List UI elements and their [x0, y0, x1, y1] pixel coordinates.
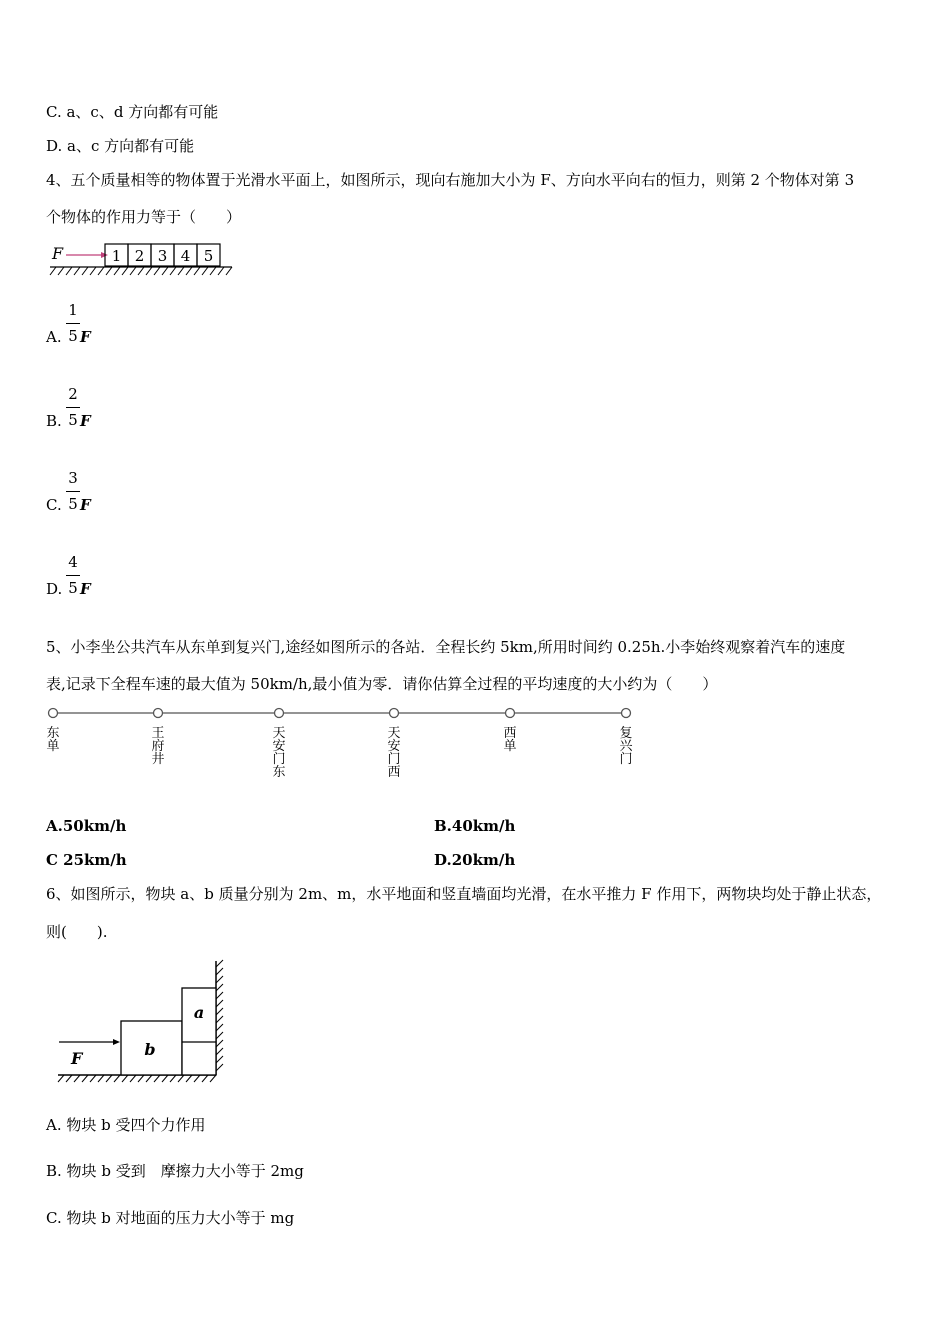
q5-stem-line1: 5、小李坐公共汽车从东单到复兴门,途经如图所示的各站．全程长约 5km,所用时间约 0.25h.小李始终观察着汽车的速度 — [46, 638, 846, 656]
q4-option-d-numerator: 4 — [68, 553, 78, 571]
q4-option-a-var: F — [80, 328, 91, 346]
q6-stem-line1: 6、如图所示，物块 a、b 质量分别为 2m、m，水平地面和竖直墙面均光滑，在水平推力 F 作用下，两物块均处于静止状态， — [46, 885, 882, 903]
q6-block-b-label: b — [144, 1040, 156, 1059]
q4-option-b-numerator: 2 — [68, 385, 78, 403]
q4-option-b-denominator: 5 — [68, 411, 78, 429]
q5-station-4: 天安门西 — [387, 726, 401, 780]
q5-station-dot-2 — [154, 709, 163, 718]
q4-option-d-fraction-bar — [66, 575, 80, 576]
q4-option-b-fraction-bar — [66, 407, 80, 408]
q5-option-b: B.40km/h — [434, 817, 516, 835]
q6-force-label: F — [71, 1049, 83, 1068]
q4-option-c-denominator: 5 — [68, 495, 78, 513]
q6-block-a-label: a — [193, 1003, 205, 1022]
q5-station-dot-4 — [390, 709, 399, 718]
q4-ground-hatch — [50, 267, 232, 275]
q5-station-2: 王府井 — [151, 726, 165, 767]
q5-station-3: 天安门东 — [272, 726, 286, 780]
q4-option-b-label: B. — [46, 412, 62, 430]
q6-force-arrowhead — [113, 1039, 120, 1045]
q4-option-d-var: F — [80, 580, 91, 598]
q4-block-5-label: 5 — [203, 247, 214, 265]
q4-option-d-label: D. — [46, 580, 63, 598]
q4-block-2-label: 2 — [134, 247, 145, 265]
q4-option-c-numerator: 3 — [68, 469, 78, 487]
q3-option-d: D. a、c 方向都有可能 — [46, 137, 195, 155]
q6-option-c: C. 物块 b 对地面的压力大小等于 mg — [46, 1209, 295, 1227]
q4-option-a-fraction — [66, 300, 80, 346]
q5-option-a: A.50km/h — [46, 817, 127, 835]
q4-option-c-fraction — [66, 468, 80, 514]
q6-figure — [50, 955, 240, 1095]
q6-option-b: B. 物块 b 受到 摩擦力大小等于 2mg — [46, 1162, 304, 1180]
q4-stem-line2: 个物体的作用力等于（ ） — [46, 208, 242, 226]
q4-option-c-fraction-bar — [66, 491, 80, 492]
q4-option-d-fraction — [66, 552, 80, 598]
q4-option-c-label: C. — [46, 496, 62, 514]
q4-option-c-var: F — [80, 496, 91, 514]
q4-block-1-label: 1 — [111, 247, 122, 265]
q5-station-dot-5 — [506, 709, 515, 718]
q4-block-4-label: 4 — [180, 247, 191, 265]
q6-option-a: A. 物块 b 受四个力作用 — [46, 1116, 206, 1134]
q6-block-a — [182, 988, 216, 1075]
q4-option-a-denominator: 5 — [68, 327, 78, 345]
q4-option-b-fraction — [66, 384, 80, 430]
q6-ground-hatch — [58, 1075, 216, 1082]
q5-station-dot-3 — [275, 709, 284, 718]
q5-station-6: 复兴门 — [619, 726, 633, 767]
q5-stem-line2: 表,记录下全程车速的最大值为 50km/h,最小值为零．请你估算全过程的平均速度的大小约为（ ） — [46, 675, 718, 693]
q4-stem-line1: 4、五个质量相等的物体置于光滑水平面上，如图所示，现向右施加大小为 F、方向水平向右的恒力，则第 2 个物体对第 3 — [46, 171, 855, 189]
q6-stem-line2: 则( ). — [46, 923, 108, 941]
q5-station-1: 东单 — [46, 726, 60, 754]
q4-option-b-var: F — [80, 412, 91, 430]
q5-option-c: C 25km/h — [46, 851, 127, 869]
q5-route-diagram — [40, 700, 650, 730]
q5-station-dot-6 — [622, 709, 631, 718]
q4-option-a-fraction-bar — [66, 323, 80, 324]
q4-option-d-denominator: 5 — [68, 579, 78, 597]
q4-force-label: F — [52, 244, 64, 263]
q5-station-5: 西单 — [503, 726, 517, 754]
q6-wall-hatch — [216, 960, 223, 1071]
q3-option-c: C. a、c、d 方向都有可能 — [46, 103, 219, 121]
q4-figure-blocks — [46, 240, 236, 280]
q5-station-dot-1 — [49, 709, 58, 718]
q5-option-d: D.20km/h — [434, 851, 516, 869]
q4-block-3-label: 3 — [157, 247, 168, 265]
q4-option-a-numerator: 1 — [68, 301, 78, 319]
q4-option-a-label: A. — [46, 328, 62, 346]
